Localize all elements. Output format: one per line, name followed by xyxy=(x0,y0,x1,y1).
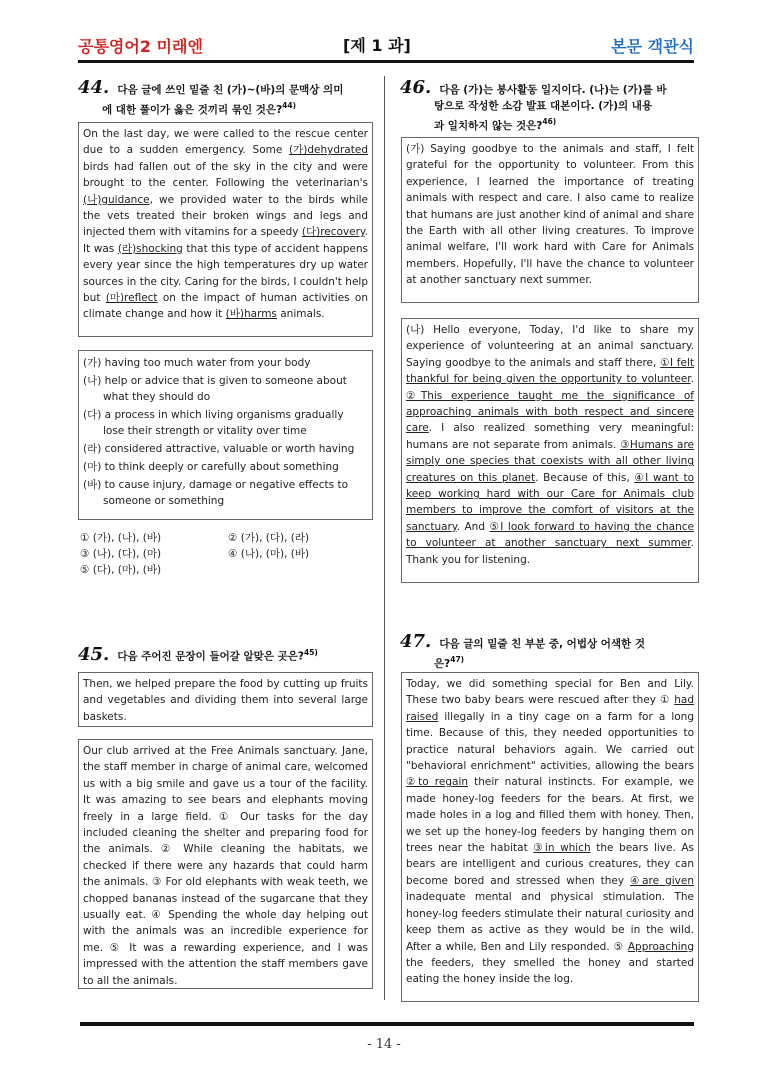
q47-note: 47) xyxy=(450,655,465,664)
q46-number: 46. xyxy=(400,77,432,98)
gloss-item: (라) considered attractive, valuable or worth having xyxy=(83,443,355,455)
passage-text: Today, we did something special for Ben and Lily. These two baby bears were rescued after they ① xyxy=(406,678,694,707)
q44-note: 44) xyxy=(282,101,297,110)
diary-text: (가) Saying goodbye to the animals and staff, I felt grateful for the opportunity to volunteer. From this experience, I learned the importance of treating animals with respect and care. I also came to realize that humans are just another kind of animal and share the Earth with all other living creatures. To improve animal welfare, I'll work hard with Care for Animals members. Hopefully, I'll have the chance to volunteer at another sanctuary next summer. xyxy=(406,143,694,287)
underlined-option-1: had raised xyxy=(406,694,694,723)
underlined-option-2: ②to regain xyxy=(406,776,469,789)
speech-text: (나) Hello everyone, Today, I'd like to share my experience of volunteering at an animal sanctuary. Saying goodbye to the animals and staff there, xyxy=(406,324,694,369)
q47-number: 47. xyxy=(400,631,432,652)
underlined-option-5: ⑤I look forward to having the chance to volunteer at another sanctuary next summer xyxy=(406,520,695,550)
q44-title-line2: 에 대한 풀이가 옳은 것끼리 묶인 것은? xyxy=(102,103,283,116)
q47-title-line1: 다음 글의 밑줄 친 부분 중, 어법상 어색한 것 xyxy=(439,638,645,650)
page-number: - 14 - xyxy=(367,1037,401,1052)
gloss-item: (마) to think deeply or carefully about something xyxy=(83,461,339,473)
underlined-option-3: ③Humans are simply one species that coexists with all other living creatures on this planet xyxy=(406,438,694,484)
choice-1[interactable]: ① (가), (나), (바) xyxy=(80,532,162,544)
gloss-word-a: (가)dehydrated xyxy=(289,144,368,157)
q47-title xyxy=(400,631,696,672)
passage-text: on the impact of human activities on climate change and how it xyxy=(83,292,368,321)
speech-text: . Thank you for listening. xyxy=(406,537,694,566)
passage-text: On the last day, we were called to the rescue center due to a sudden emergency. Some xyxy=(83,128,368,157)
q45-given-sentence xyxy=(78,672,373,727)
gloss-item: (가) having too much water from your body xyxy=(83,357,311,369)
gloss-word-f: (바)harms xyxy=(225,308,277,321)
gloss-word-e: (마)reflect xyxy=(105,292,158,305)
underlined-option-3: ③in which xyxy=(533,842,591,855)
q46-note: 46) xyxy=(542,117,557,126)
passage-text: inadequate mental and physical stimulation. The honey-log feeders stimulate their natural curiosity and keep them as active as they would be in the wild. After a while, Ben and Lily responded. ⑤ xyxy=(406,891,694,953)
gloss-item: (다) a process in which living organisms gradually lose their strength or vitality over time xyxy=(83,409,344,437)
speech-text: . And xyxy=(456,520,490,533)
choice-4[interactable]: ④ (나), (마), (바) xyxy=(228,548,310,560)
q45-number: 45. xyxy=(78,643,110,665)
q44-passage xyxy=(78,122,373,337)
underlined-option-5: Approaching xyxy=(627,940,694,953)
q44-number: 44. xyxy=(78,77,110,98)
q44-gloss-list xyxy=(78,350,373,520)
choice-3[interactable]: ③ (나), (다), (마) xyxy=(80,548,162,560)
q45-title xyxy=(78,645,374,665)
gloss-word-d: (라)shocking xyxy=(117,242,183,255)
q44-title xyxy=(78,77,374,118)
textbook-title: 공통영어2 미래엔 xyxy=(78,37,203,56)
column-divider xyxy=(384,76,385,1000)
q45-passage xyxy=(78,739,373,989)
gloss-word-c: (다)recovery xyxy=(301,226,365,239)
q45-note: 45) xyxy=(303,648,318,657)
q46-diary-box xyxy=(401,137,699,303)
footer-rule xyxy=(80,1022,694,1026)
q46-title-line1: 다음 (가)는 봉사활동 일지이다. (나)는 (가)를 바 xyxy=(439,84,667,96)
speech-text: . Because of this, xyxy=(535,471,635,484)
section-label: 본문 객관식 xyxy=(611,37,694,56)
given-sentence-text: Then, we helped prepare the food by cutting up fruits and vegetables and dividing them into several large baskets. xyxy=(83,678,368,723)
passage-text: that this type of accident happens every year since the high temperatures dry up water sources in the city. Caring for the birds, I couldn't help but xyxy=(83,242,368,305)
q46-title xyxy=(400,77,696,134)
passage-text: . It was xyxy=(83,226,368,255)
underlined-option-2: ②This experience taught me the significance of approaching animals with both respect and sincere care xyxy=(406,389,694,435)
q47-title-line2: 은? xyxy=(434,657,451,670)
passage-text: their natural instincts. For example, we made honey-log feeders for the bears. At first, we made holes in a log and filled them with honey. Then, we set up the honey-log feeders by hanging them on trees near the habitat xyxy=(406,776,695,855)
passage-text: the feeders, they smelled the honey and started eating the honey inside the log. xyxy=(406,956,694,986)
gloss-word-b: (나)guidance xyxy=(83,193,150,206)
q44-title-line1: 다음 글에 쓰인 밑줄 친 (가)~(바)의 문맥상 의미 xyxy=(117,84,344,96)
underlined-option-4: ④are given xyxy=(630,874,694,887)
q46-title-line3: 과 일치하지 않는 것은? xyxy=(434,119,543,132)
passage-text: , we provided water to the birds while the vets treated their broken wings and legs and injected them with vitamins for a speedy xyxy=(83,193,368,239)
header-rule xyxy=(78,60,694,63)
choice-5[interactable]: ⑤ (다), (마), (바) xyxy=(80,564,162,576)
passage-text: birds had fallen out of the sky in the city and were brought to the center. Following the veterinarian's xyxy=(83,160,368,190)
passage-text: the bears live. As bears are intelligent and curious creatures, they can become bored and stressed when they xyxy=(406,842,695,887)
underlined-option-1: ①I felt thankful for being given the opportunity to volunteer xyxy=(406,356,694,386)
speech-text: . xyxy=(690,373,694,386)
q47-passage xyxy=(401,672,699,1002)
passage-text: animals. xyxy=(276,308,325,321)
q44-choices xyxy=(80,530,376,578)
passage-text: Our club arrived at the Free Animals sanctuary. Jane, the staff member in charge of animal care, welcomed us with a big smile and gave us a tour of the facility. It was amazing to see bears and elephants moving freely in a large field. ① Our tasks for the day included cleaning the shelter and preparing food for the animals. ② While cleaning the habitats, we checked if there were any hazards that could harm the animals. ③ For old elephants with weak teeth, we chopped bananas instead of the sugarcane that they usually eat. ④ Spending the whole day helping out with the animals was an incredible experience for me. ⑤ It was a rewarding experience, and I was impressed with the attention the staff members gave to all the animals. xyxy=(83,745,368,987)
gloss-item: (나) help or advice that is given to someone about what they should do xyxy=(83,375,347,403)
page-header xyxy=(78,32,694,60)
passage-text: illegally in a tiny cage on a farm for a long time. Because of this, they needed opportunities to practice natural behaviors again. We carried out "behavioral enrichment" activities, allowing the bears xyxy=(406,710,694,773)
q46-title-line2: 탕으로 작성한 소감 발표 대본이다. (가)의 내용 xyxy=(434,100,653,112)
gloss-item: (바) to cause injury, damage or negative effects to someone or something xyxy=(83,479,348,507)
q45-title-text: 다음 주어진 문장이 들어갈 알맞은 곳은? xyxy=(117,650,304,663)
lesson-label: [제 1 과] xyxy=(343,36,411,55)
speech-text: . I also realized something very meaningful: humans are not separate from animals. xyxy=(406,422,694,451)
choice-2[interactable]: ② (가), (다), (라) xyxy=(228,532,310,544)
underlined-option-4: ④I want to keep working hard with our Care for Animals club members to improve the comfort of visitors at the sanctuary xyxy=(406,471,694,533)
q46-speech-box xyxy=(401,318,699,583)
